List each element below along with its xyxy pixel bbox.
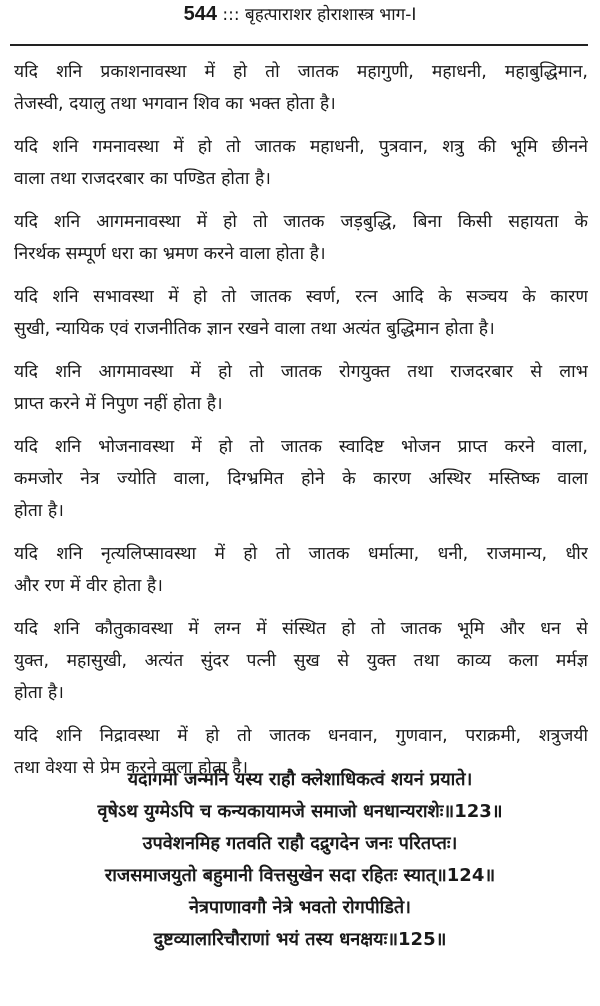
text-line: वाला तथा राजदरबार का पण्डित होता है। — [14, 169, 271, 189]
body-text — [14, 56, 588, 795]
text-line: तथा वेश्या से प्रेम करने वाला होता है। — [14, 758, 248, 778]
text-line: यदि शनि गमनावस्था में हो तो जातक महाधनी, पुत्रवान, शत्रु की भूमि छीनने — [14, 137, 588, 157]
verse-line: दुष्टव्यालारिचौराणां भयं तस्य धनक्षयः॥125॥ — [153, 929, 447, 950]
text-line: यदि शनि भोजनावस्था में हो तो जातक स्वादिष्ट भोजन प्राप्त करने वाला, — [14, 437, 588, 457]
paragraph — [14, 613, 588, 709]
verse-line: वृषेऽथ युग्मेऽपि च कन्यकायामजे समाजो धनधान्यराशेः॥123॥ — [97, 801, 503, 822]
paragraph — [14, 131, 588, 195]
text-line: युक्त, महासुखी, अत्यंत सुंदर पत्नी सुख से युक्त तथा काव्य कला मर्मज्ञ — [14, 651, 588, 671]
paragraph — [14, 56, 588, 120]
text-line: यदि शनि नृत्यलिप्सावस्था में हो तो जातक धर्मात्मा, धनी, राजमान्य, धीर — [14, 544, 588, 564]
text-line: यदि शनि निद्रावस्था में हो तो जातक धनवान, गुणवान, पराक्रमी, शत्रुजयी — [14, 726, 588, 746]
text-line: कमजोर नेत्र ज्योति वाला, दिग्भ्रमित होने के कारण अस्थिर मस्तिष्क वाला — [14, 469, 588, 489]
sanskrit-verses — [0, 764, 600, 956]
verse-line: राजसमाजयुतो बहुमानी वित्तसुखेन सदा रहितः स्यात्॥124॥ — [104, 865, 496, 886]
paragraph — [14, 281, 588, 345]
verse-line: नेत्रपाणावगौ नेत्रे भवतो रोगपीडिते। — [188, 897, 412, 918]
verse-line: उपवेशनमिह गतवति राहौ दद्रुगदेन जनः परितप्तः। — [142, 833, 458, 854]
header-separator: ::: — [222, 5, 240, 25]
page-number: 544 — [183, 3, 217, 25]
text-line: सुखी, न्यायिक एवं राजनीतिक ज्ञान रखने वाला तथा अत्यंत बुद्धिमान होता है। — [14, 319, 495, 339]
text-line: यदि शनि आगमावस्था में हो तो जातक रोगयुक्त तथा राजदरबार से लाभ — [14, 362, 588, 382]
text-line: यदि शनि प्रकाशनावस्था में हो तो जातक महागुणी, महाधनी, महाबुद्धिमान, — [14, 62, 588, 82]
text-line: यदि शनि कौतुकावस्था में लग्न में संस्थित हो तो जातक भूमि और धन से — [14, 619, 588, 639]
text-line: निरर्थक सम्पूर्ण धरा का भ्रमण करने वाला होता है। — [14, 244, 326, 264]
paragraph — [14, 356, 588, 420]
header-rule — [10, 44, 588, 46]
verse-line: यदागमो जन्मनि यस्य राहौ क्लेशाधिकत्वं शयनं प्रयाते। — [127, 769, 473, 790]
text-line: प्राप्त करने में निपुण नहीं होता है। — [14, 394, 223, 414]
page-header — [0, 2, 600, 26]
text-line: और रण में वीर होता है। — [14, 576, 163, 596]
paragraph — [14, 538, 588, 602]
paragraph — [14, 431, 588, 527]
text-line: होता है। — [14, 501, 64, 521]
paragraph — [14, 206, 588, 270]
text-line: तेजस्वी, दयालु तथा भगवान शिव का भक्त होता है। — [14, 94, 336, 114]
text-line: यदि शनि आगमनावस्था में हो तो जातक जड़बुद्धि, बिना किसी सहायता के — [14, 212, 588, 232]
book-title: बृहत्पाराशर होराशास्त्र भाग-I — [245, 5, 417, 25]
text-line: होता है। — [14, 683, 64, 703]
text-line: यदि शनि सभावस्था में हो तो जातक स्वर्ण, रत्न आदि के सञ्चय के कारण — [14, 287, 588, 307]
